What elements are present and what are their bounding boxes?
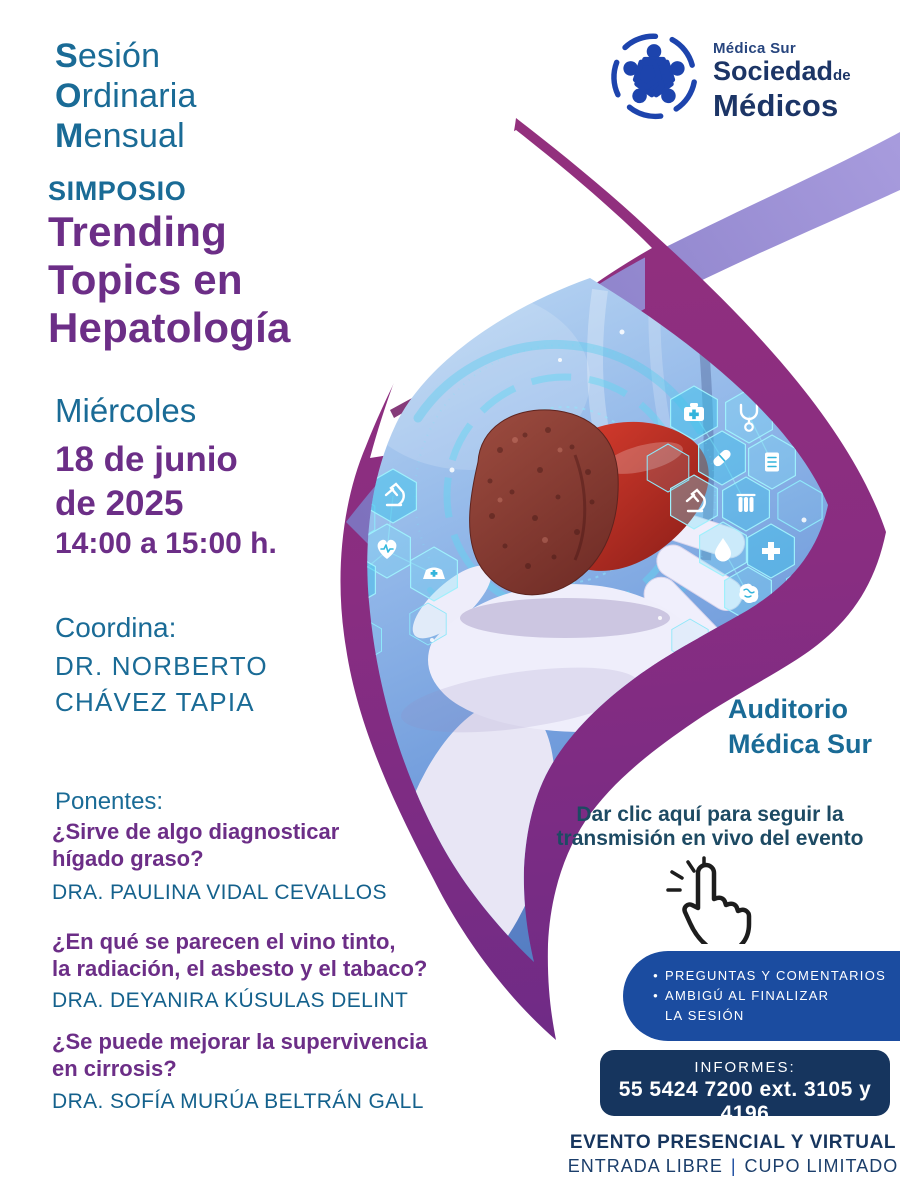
kicker-simposio: SIMPOSIO [48,176,187,206]
coordinator-name-line2: CHÁVEZ TAPIA [55,687,255,717]
medica-sur-logo-text [713,40,851,122]
som-title [55,36,197,156]
som-line-2: Ordinaria [55,77,197,115]
som-line-3: Mensual [55,117,185,155]
coordinator-name-line1: DR. NORBERTO [55,651,268,681]
event-date-line2: de 2025 [55,484,184,523]
contact-box [600,1050,890,1125]
logo-line-1: Médica Sur [713,40,797,57]
page-title: Trending Topics en Hepatología [48,208,291,351]
contact-label: INFORMES: [694,1059,796,1076]
contact-phone: 55 5424 7200 ext. 3105 y 4196 [618,1078,872,1125]
logo-line-2: Sociedadde [713,56,851,86]
event-day: Miércoles [55,392,197,429]
medica-sur-logo [604,24,704,133]
footer-admission: ENTRADA LIBRE | CUPO LIMITADO [567,1156,899,1176]
live-stream-link[interactable]: Dar clic aquí para seguir la transmisión en vivo del evento [556,803,864,850]
venue: Auditorio Médica Sur [728,694,873,759]
footer-event-type: EVENTO PRESENCIAL Y VIRTUAL [569,1132,897,1153]
logo-line-3: Médicos [713,88,839,123]
event-date-line1: 18 de junio [55,440,238,479]
event-time: 14:00 a 15:00 h. [55,527,277,560]
click-hand-icon[interactable] [652,856,757,949]
note-row-1: • PREGUNTAS Y COMENTARIOS [653,968,887,983]
notes-box [623,951,900,1041]
som-line-1: Sesión [55,37,161,75]
speaker-2: DRA. DEYANIRA KÚSULAS DELINT [52,989,409,1012]
talk-1: ¿Sirve de algo diagnosticar hígado graso? [52,819,340,871]
speaker-1: DRA. PAULINA VIDAL CEVALLOS [52,881,387,904]
talk-3: ¿Se puede mejorar la supervivencia en cirrosis? [52,1029,428,1081]
medica-sur-logo-icon [604,24,704,128]
coordinator-label: Coordina: [55,612,177,643]
note-row-2: • AMBIGÚ AL FINALIZAR [653,988,830,1003]
footer-divider: | [730,1156,737,1176]
talk-2: ¿En qué se parecen el vino tinto, la radiación, el asbesto y el tabaco? [52,929,428,981]
speakers-label: Ponentes: [55,788,164,815]
note-row-3: LA SESIÓN [665,1008,745,1023]
speaker-3: DRA. SOFÍA MURÚA BELTRÁN GALL [52,1090,424,1113]
